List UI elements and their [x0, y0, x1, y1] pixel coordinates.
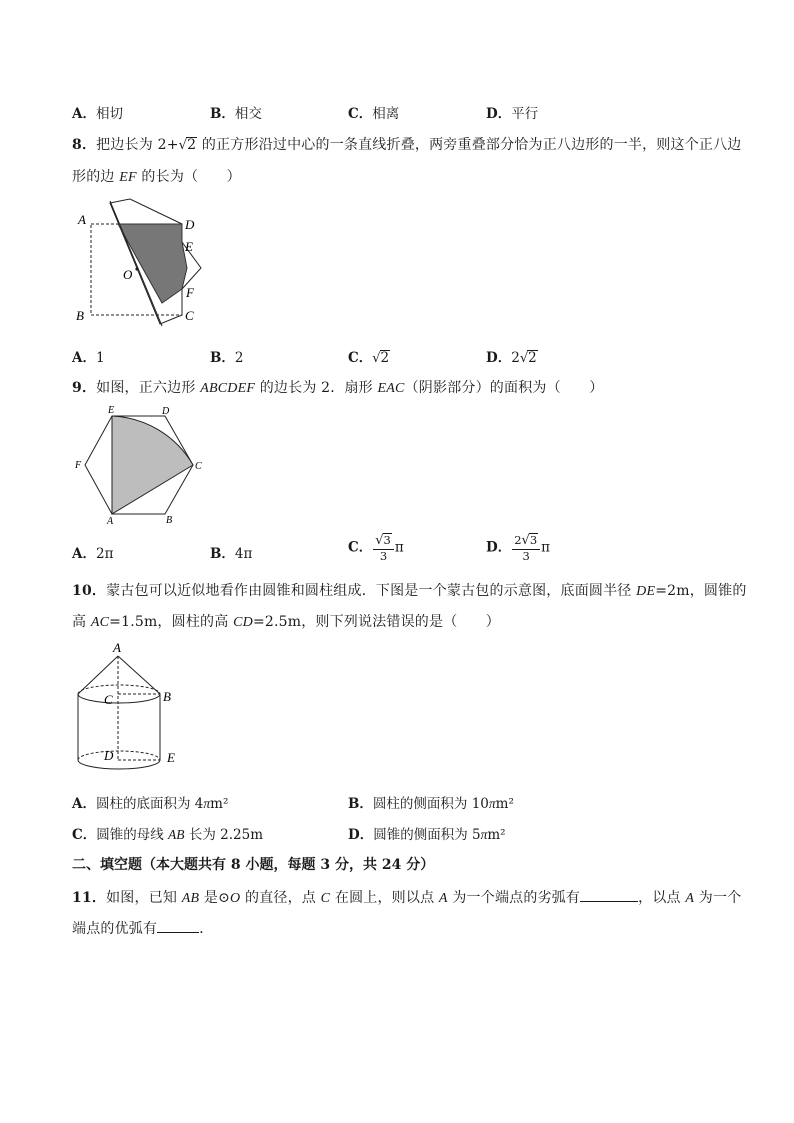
q9-label-e: E: [108, 405, 115, 416]
q10-figure: [70, 638, 190, 778]
q11-number: 11．: [72, 890, 107, 906]
q8-option-a: A．1: [72, 350, 105, 366]
q8-stem-line2: 形的边 EF 的长为（ ）: [72, 169, 241, 185]
q10-cone-left: [78, 656, 118, 694]
q7-option-d: D．平行: [486, 106, 539, 122]
q8-stem-line1: 8．把边长为 2+√2 的正方形沿过中心的一条直线折叠，两旁重叠部分恰为正八边形的一半，则这个正八边: [72, 137, 742, 153]
q8-number: 8．: [72, 137, 97, 153]
q8-option-c: C．√2: [348, 350, 390, 366]
q8-overlap-shaded: [118, 224, 187, 303]
q9-label-c: C: [195, 461, 202, 472]
q9-number: 9．: [72, 380, 97, 396]
q11-stem-line1: 11．如图，已知 AB 是⊙O 的直径，点 C 在圆上，则以点 A 为一个端点的劣弧有 ，以点 A 为一个: [72, 890, 742, 906]
q10-cone-right: [118, 656, 160, 694]
q8-figure: [70, 198, 210, 333]
q10-top-ellipse-front: [78, 694, 160, 703]
q9-sector-shaded: [112, 416, 193, 514]
q10-label-b: B: [163, 689, 171, 704]
section-heading-fill-in: 二、填空题（本大题共有 8 小题，每题 3 分，共 24 分）: [72, 857, 435, 873]
q10-top-ellipse-back: [78, 685, 160, 694]
q10-option-c: C．圆锥的母线 AB 长为 2.25m: [72, 827, 263, 843]
q9-stem: 9．如图，正六边形 ABCDEF 的边长为 2．扇形 EAC（阴影部分）的面积为（ ）: [72, 380, 604, 396]
q7-option-b: B．相交: [210, 106, 262, 122]
q8-option-b: B．2: [210, 350, 244, 366]
q10-stem-line1: 10．蒙古包可以近似地看作由圆锥和圆柱组成．下图是一个蒙古包的示意图，底面圆半径 DE=2m，圆锥的: [72, 583, 747, 599]
q7-option-c: C．相离: [348, 106, 400, 122]
q9-option-b: B．4π: [210, 546, 253, 562]
q9-option-d: D． $\frac{2√3}{3}$ π: [486, 533, 551, 563]
q8-label-f: F: [186, 285, 194, 300]
q10-option-b: B．圆柱的侧面积为 10πm²: [348, 796, 514, 812]
q10-label-d: D: [104, 748, 114, 763]
q10-bottom-ellipse-back: [78, 751, 160, 760]
q10-stem-line2: 高 AC=1.5m，圆柱的高 CD=2.5m，则下列说法错误的是（ ）: [72, 614, 501, 630]
q8-label-o: O: [123, 267, 133, 282]
q7-option-a: A．相切: [72, 106, 123, 122]
q10-bottom-ellipse-front: [78, 760, 160, 769]
q9-label-b: B: [166, 515, 173, 526]
q8-label-d: D: [185, 217, 195, 232]
q9-option-c: C． $\frac{√3}{3}$ π: [348, 533, 404, 563]
q9-label-f: F: [75, 460, 82, 471]
q10-option-a: A．圆柱的底面积为 4πm²: [72, 796, 229, 812]
q10-label-c: C: [104, 692, 113, 707]
q8-label-c: C: [185, 308, 194, 323]
q11-blank-minor-arcs[interactable]: [580, 889, 638, 902]
q9-label-d: D: [162, 406, 170, 417]
q11-stem-line2: 端点的优弧有 ．: [72, 921, 214, 937]
q10-option-d: D．圆锥的侧面积为 5πm²: [348, 827, 506, 843]
q8-label-e: E: [185, 239, 193, 254]
q9-figure: [70, 403, 210, 528]
q10-label-a: A: [113, 640, 121, 655]
q11-blank-major-arcs[interactable]: [157, 920, 199, 933]
q9-option-a: A．2π: [72, 546, 114, 562]
q10-number: 10．: [72, 583, 107, 599]
q10-label-e: E: [167, 750, 175, 765]
q8-label-b: B: [76, 308, 84, 323]
q9-label-a: A: [107, 516, 114, 527]
q8-option-d: D．2√2: [486, 350, 537, 366]
q8-label-a: A: [78, 212, 86, 227]
